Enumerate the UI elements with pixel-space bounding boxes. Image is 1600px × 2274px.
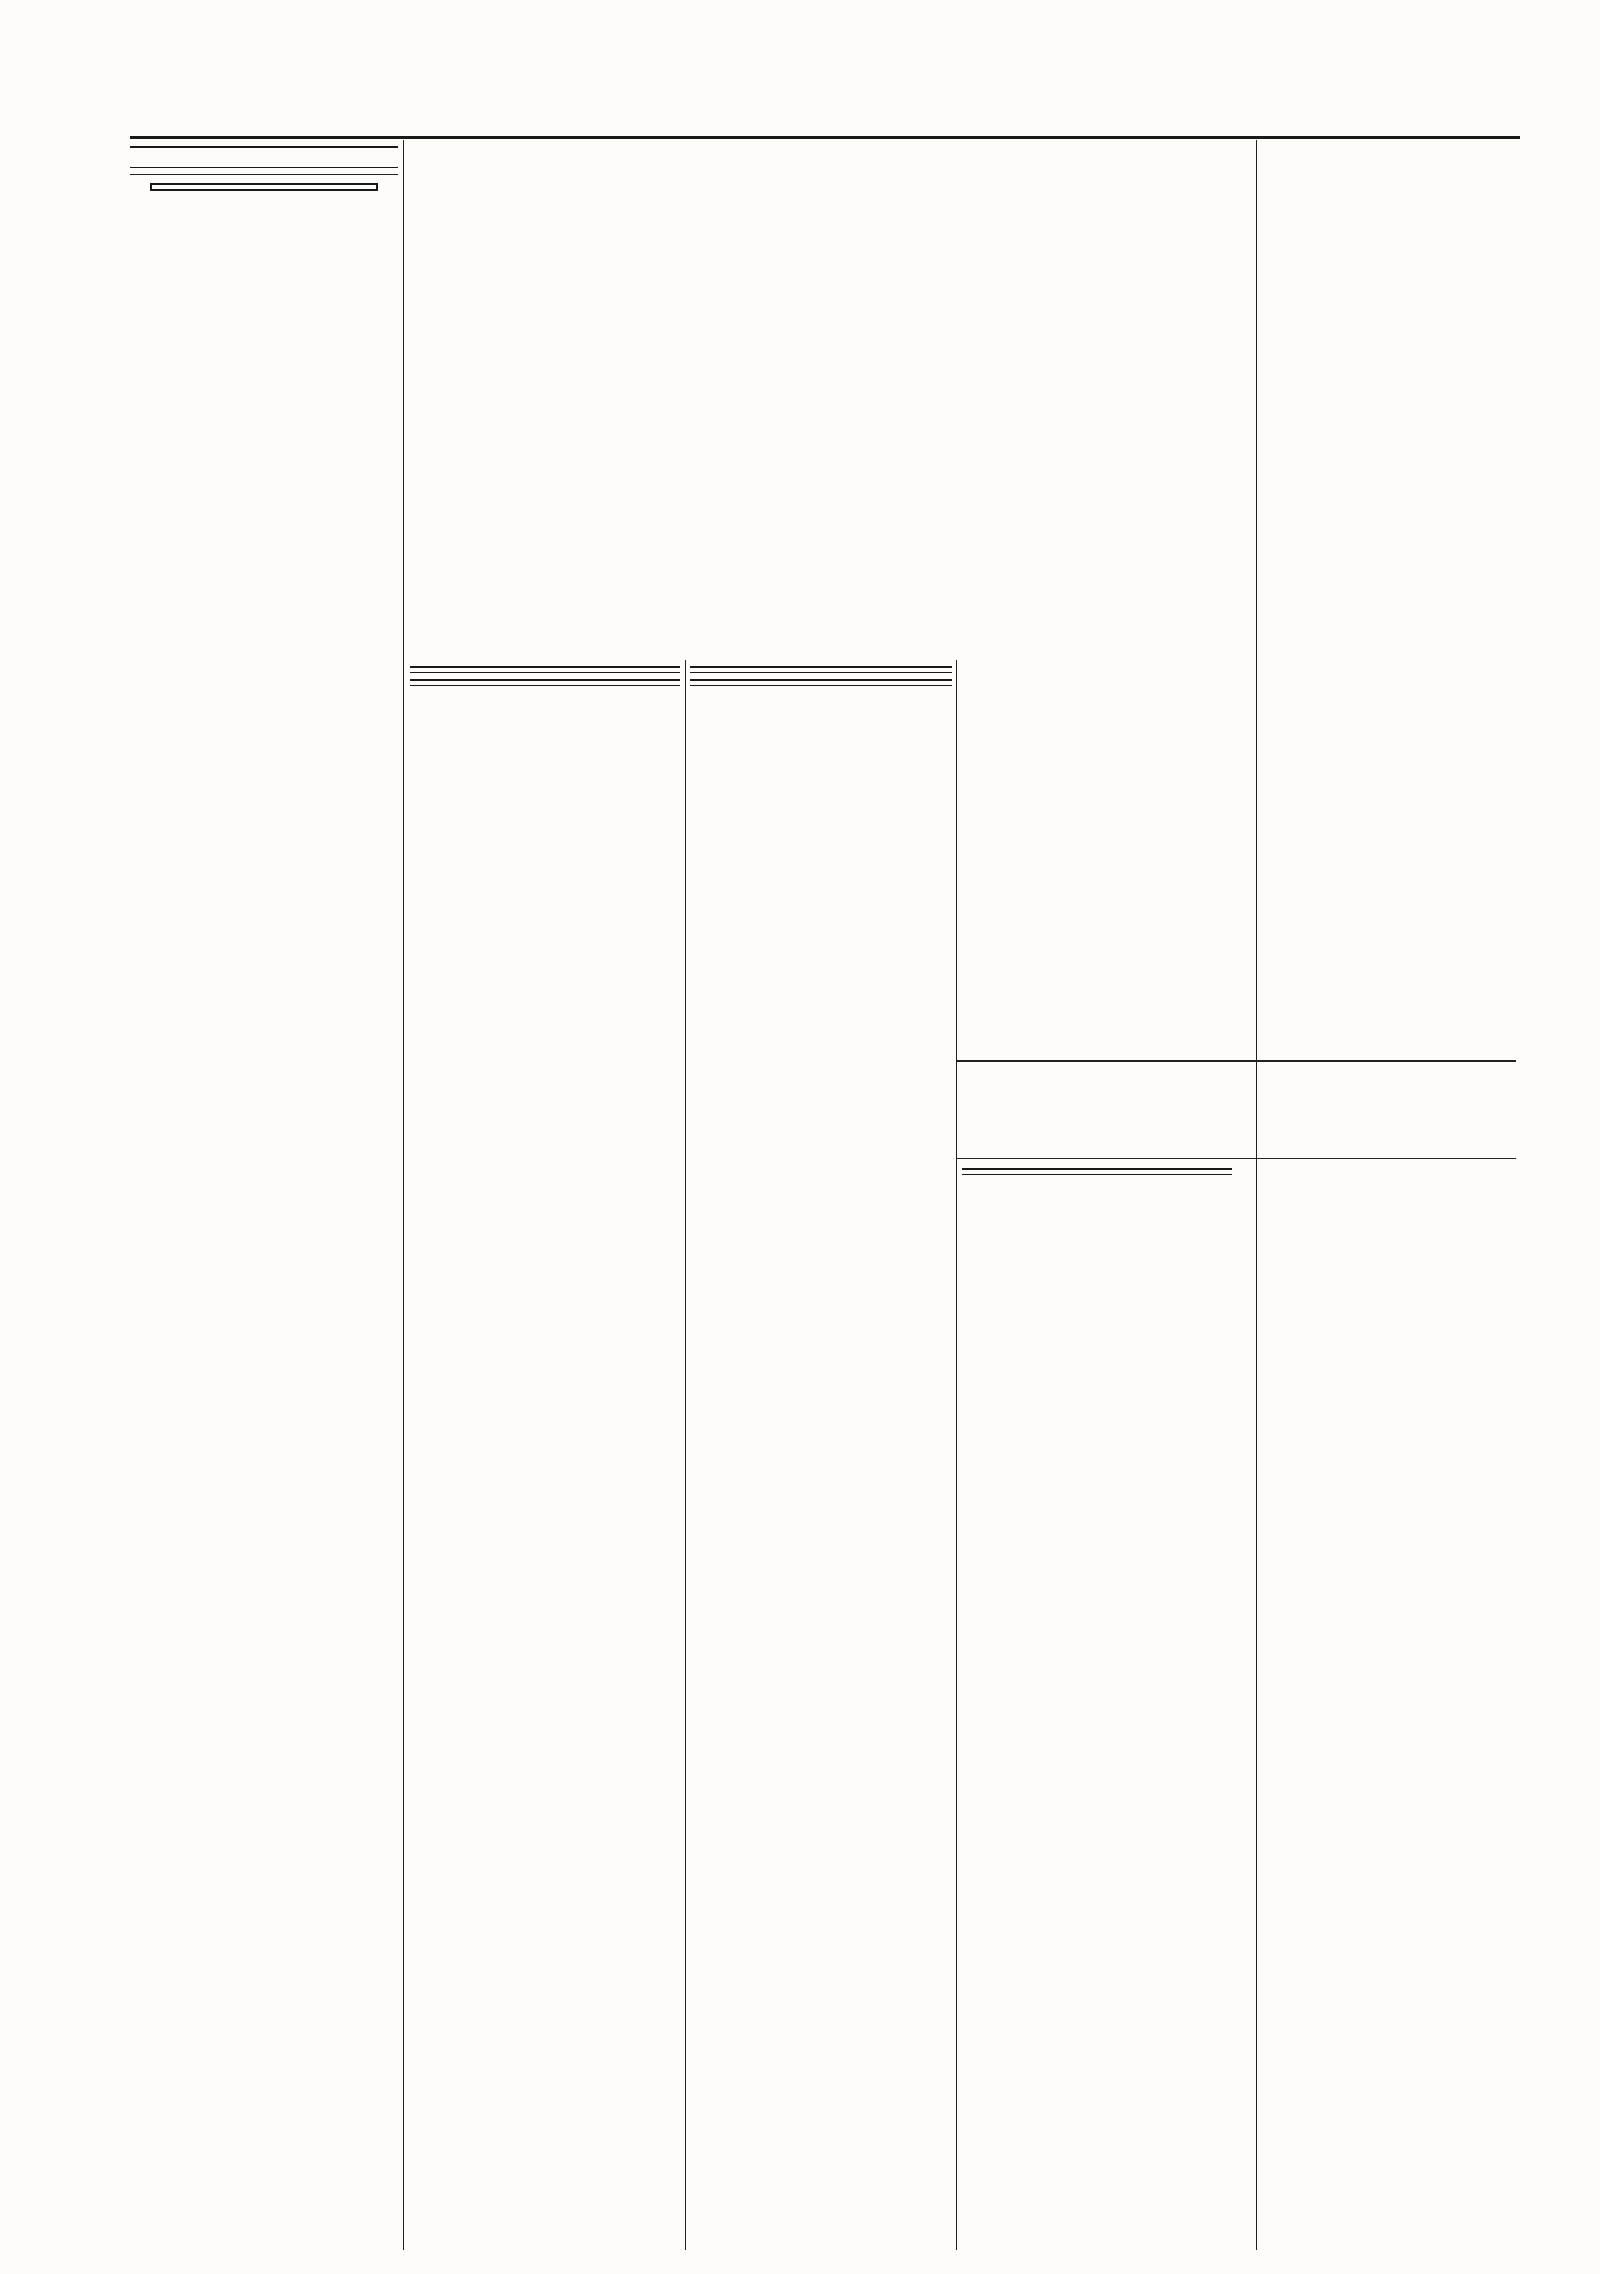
editor-heading	[130, 146, 398, 168]
subheading	[690, 679, 952, 686]
column-2	[410, 660, 680, 2250]
headline-block	[410, 146, 1250, 656]
column-rule	[956, 660, 957, 2250]
subheading	[410, 679, 680, 686]
subheading	[410, 666, 680, 673]
lessons-heading	[150, 183, 378, 191]
subheading	[962, 1168, 1232, 1175]
masthead	[130, 92, 1520, 139]
column-3	[690, 660, 952, 2250]
left-column	[130, 140, 398, 2250]
column-rule	[1256, 140, 1257, 2250]
column-rule	[685, 660, 686, 2250]
column-4-bottom	[962, 1162, 1232, 2250]
divider	[130, 174, 398, 175]
column-rule	[403, 140, 404, 2250]
subheading	[690, 666, 952, 673]
king-interest-heading	[956, 1060, 1516, 1159]
column-4-top	[962, 660, 1232, 1055]
